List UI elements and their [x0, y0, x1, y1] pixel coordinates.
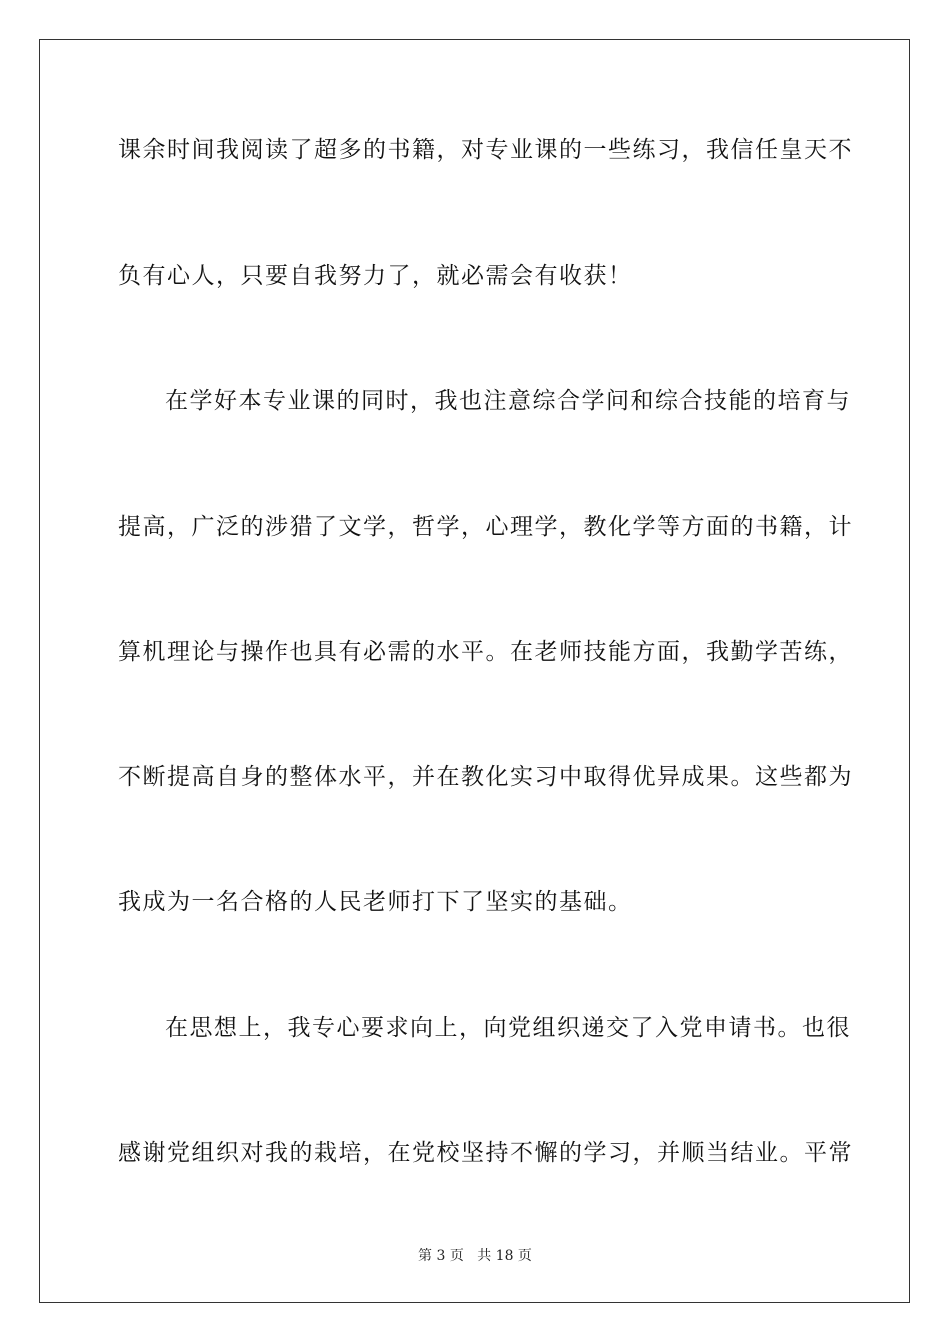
body-text-line: 负有心人，只要自我努力了，就必需会有收获！ [118, 263, 633, 289]
body-text-line: 感谢党组织对我的栽培，在党校坚持不懈的学习，并顺当结业。平常 [118, 1140, 853, 1166]
body-text-line: 不断提高自身的整体水平，并在教化实习中取得优异成果。这些都为 [118, 764, 853, 790]
body-text-line: 提高，广泛的涉猎了文学，哲学，心理学，教化学等方面的书籍，计 [118, 514, 853, 540]
body-text-line: 算机理论与操作也具有必需的水平。在老师技能方面，我勤学苦练， [118, 639, 853, 665]
page-frame [39, 39, 910, 1303]
paragraph-start-line: 在学好本专业课的同时，我也注意综合学问和综合技能的培育与 [165, 388, 851, 414]
body-text-line: 我成为一名合格的人民老师打下了坚实的基础。 [118, 889, 633, 915]
page-total: 共 18 页 [477, 1248, 532, 1264]
paragraph-start-line: 在思想上，我专心要求向上，向党组织递交了入党申请书。也很 [165, 1015, 851, 1041]
page-number: 第 3 页 [418, 1248, 464, 1264]
page-footer [0, 1247, 950, 1265]
body-text-line: 课余时间我阅读了超多的书籍，对专业课的一些练习，我信任皇天不 [118, 137, 853, 163]
